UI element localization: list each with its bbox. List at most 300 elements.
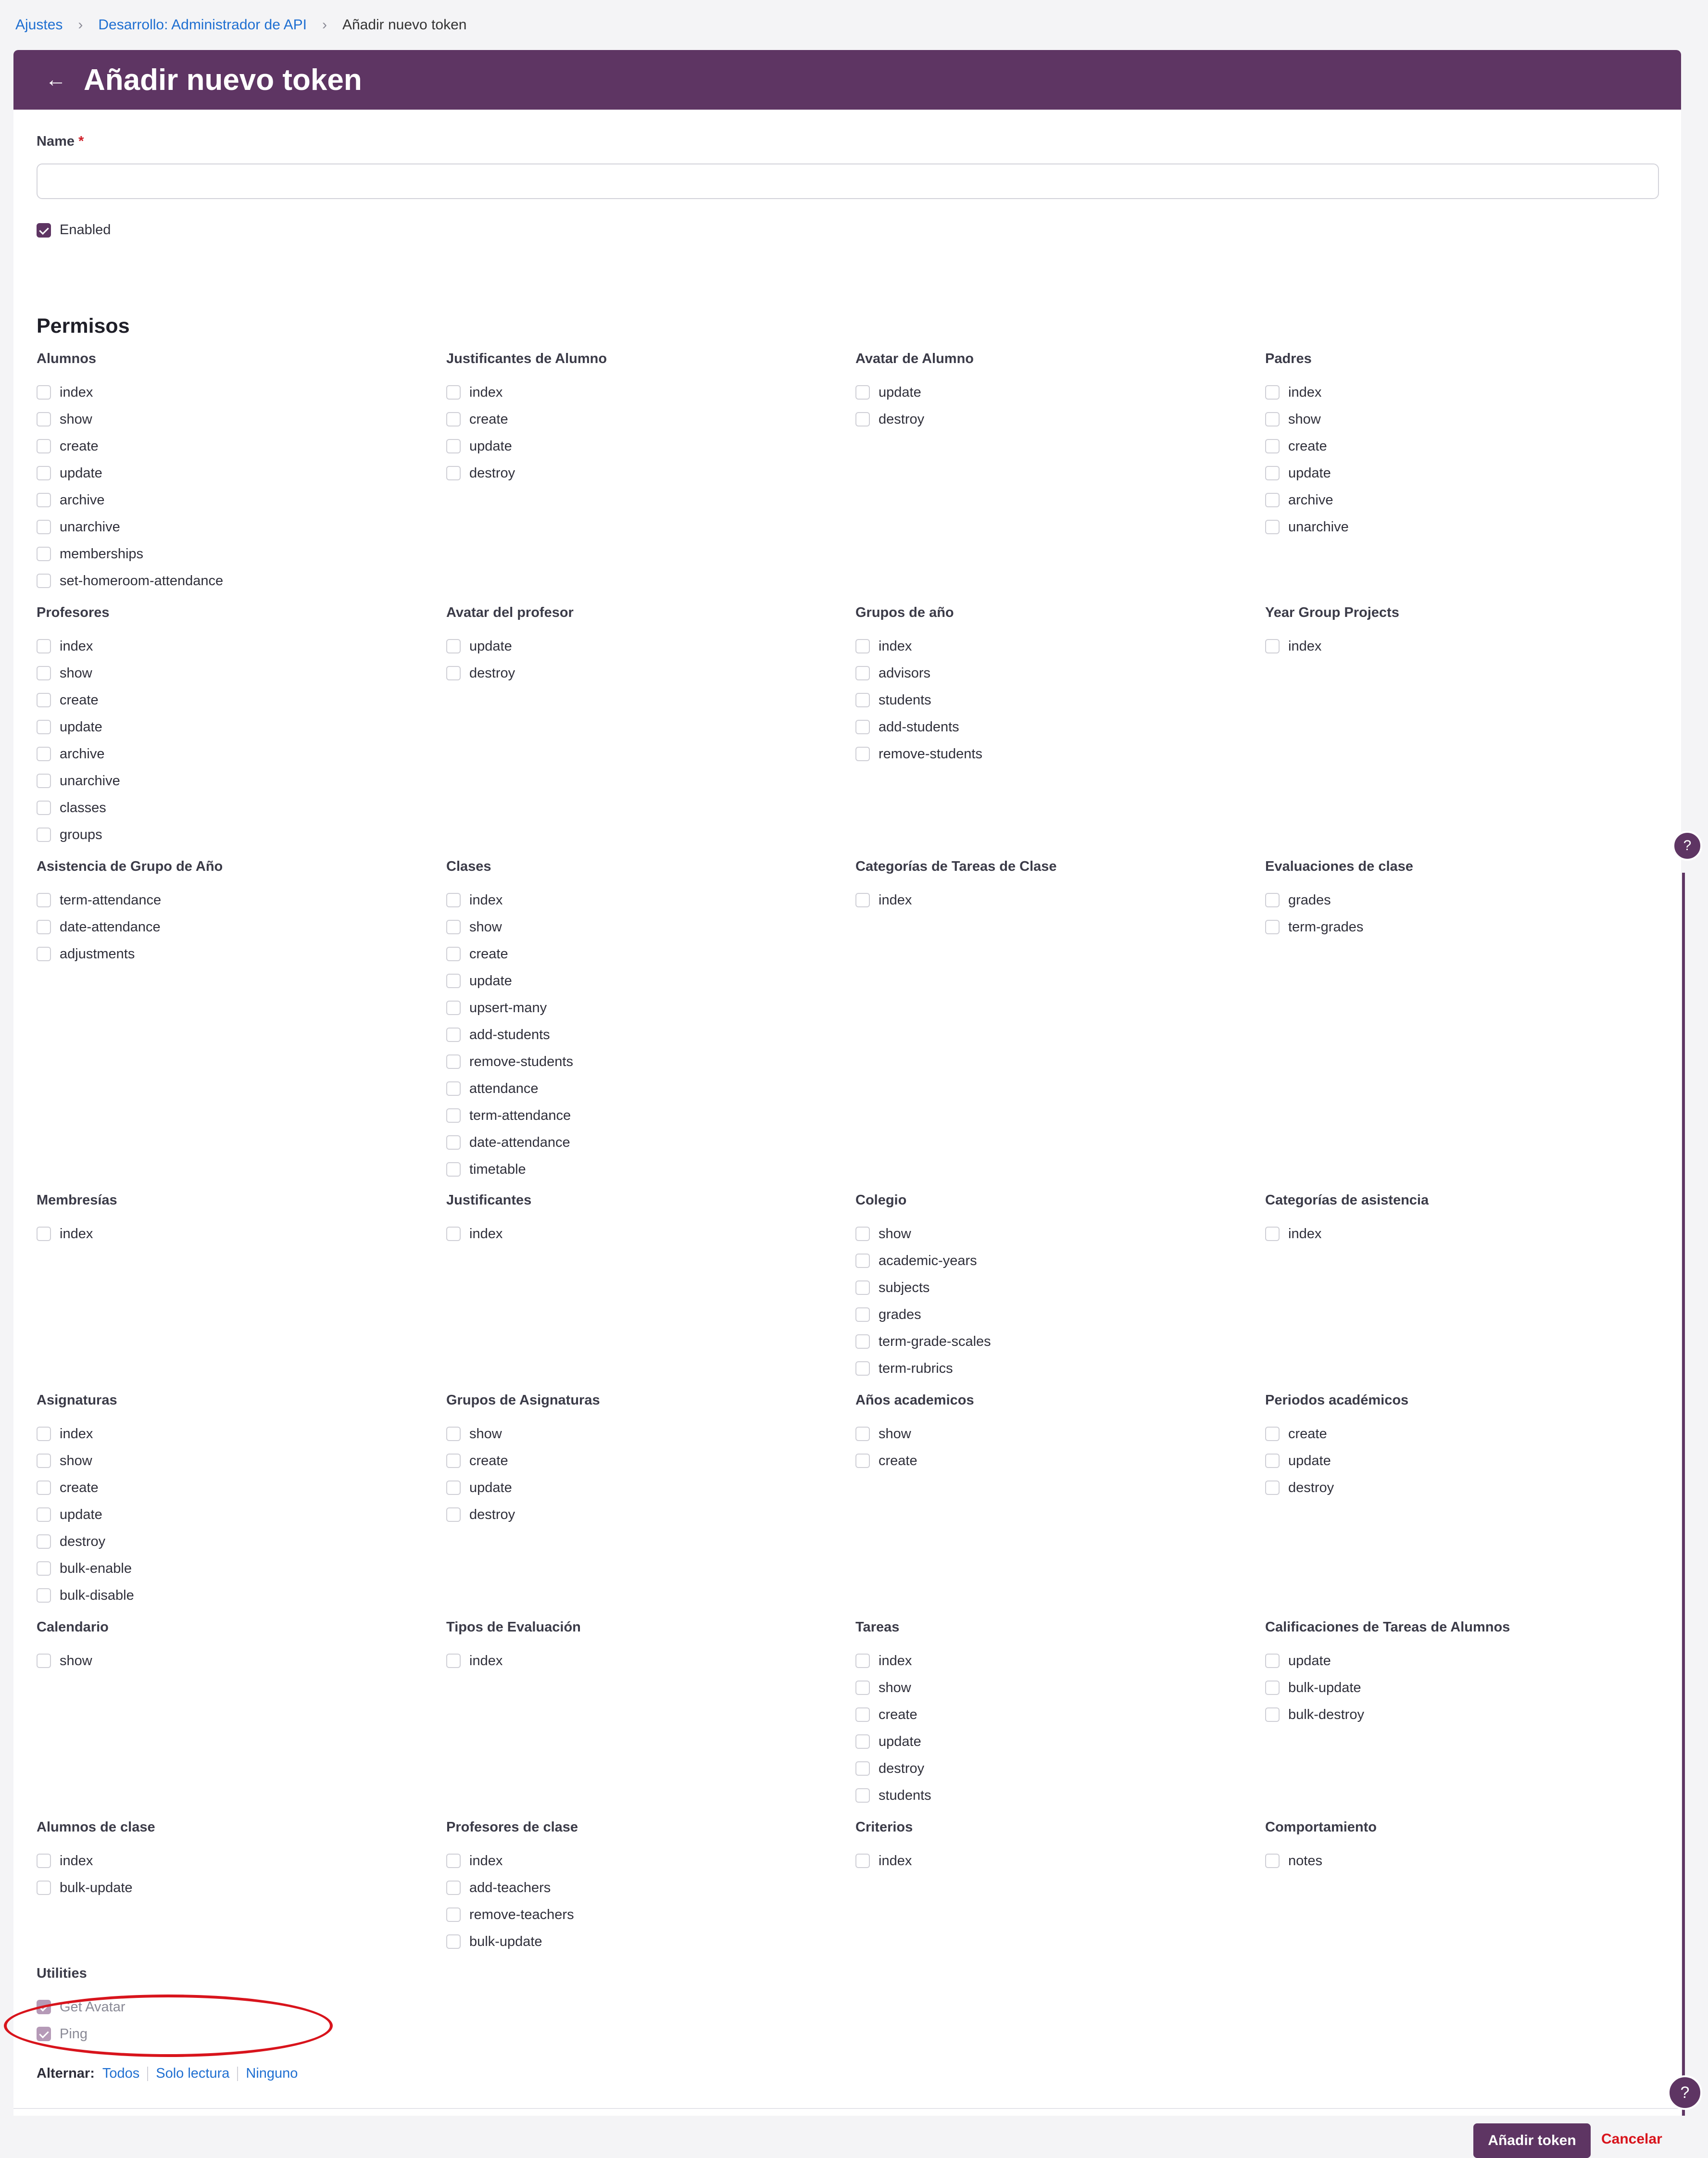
permission-checkbox[interactable] <box>446 639 461 653</box>
permission-checkbox[interactable] <box>1265 520 1280 534</box>
permission-item[interactable] <box>446 633 831 660</box>
permission-item[interactable] <box>446 406 831 433</box>
permission-checkbox[interactable] <box>446 1907 461 1922</box>
permission-label: index <box>60 1426 93 1442</box>
permission-checkbox[interactable] <box>446 1135 461 1150</box>
permission-item[interactable] <box>1265 1447 1650 1474</box>
permission-item[interactable] <box>855 379 1240 406</box>
permission-checkbox[interactable] <box>446 1001 461 1015</box>
permission-checkbox[interactable] <box>855 1788 870 1803</box>
permission-item[interactable] <box>1265 433 1650 460</box>
permission-checkbox[interactable] <box>855 1681 870 1695</box>
permission-label: show <box>60 665 92 681</box>
permission-checkbox[interactable] <box>1265 1427 1280 1441</box>
permission-item[interactable] <box>37 406 421 433</box>
permission-checkbox[interactable] <box>1265 1681 1280 1695</box>
permission-checkbox[interactable] <box>37 666 51 680</box>
permission-checkbox[interactable] <box>37 1454 51 1468</box>
permission-checkbox[interactable] <box>37 747 51 761</box>
permission-items <box>855 1220 1240 1382</box>
permission-checkbox[interactable] <box>446 974 461 988</box>
permission-item[interactable] <box>855 633 1240 660</box>
permission-item[interactable] <box>446 941 831 967</box>
chevron-right-icon: › <box>322 17 327 33</box>
permission-checkbox[interactable] <box>1265 493 1280 507</box>
name-input[interactable] <box>37 163 1659 199</box>
permission-item[interactable] <box>37 1847 421 1874</box>
utility-checkbox <box>37 2000 51 2014</box>
permission-item[interactable] <box>446 1447 831 1474</box>
permission-checkbox[interactable] <box>37 412 51 427</box>
permission-item[interactable] <box>37 794 421 821</box>
permission-label: show <box>879 1226 911 1242</box>
help-icon[interactable]: ? <box>1672 831 1702 861</box>
permission-group <box>446 1818 831 1955</box>
add-token-button[interactable]: Añadir token <box>1473 2123 1591 2158</box>
enabled-checkbox[interactable] <box>37 223 51 238</box>
permission-label: term-attendance <box>469 1107 571 1123</box>
permission-item[interactable] <box>1265 1701 1650 1728</box>
permission-items <box>446 633 831 687</box>
permission-item[interactable] <box>446 887 831 914</box>
permission-item[interactable] <box>446 967 831 994</box>
permission-checkbox[interactable] <box>37 1588 51 1603</box>
permission-item[interactable] <box>855 740 1240 767</box>
permission-label: create <box>1288 1426 1327 1442</box>
permission-label: show <box>60 1453 92 1468</box>
permission-item[interactable] <box>37 1528 421 1555</box>
permission-item[interactable] <box>37 379 421 406</box>
permission-item[interactable] <box>855 1355 1240 1382</box>
permission-item[interactable] <box>855 406 1240 433</box>
permission-checkbox[interactable] <box>37 947 51 961</box>
permission-checkbox[interactable] <box>37 1561 51 1576</box>
permission-checkbox[interactable] <box>446 1028 461 1042</box>
permission-item[interactable] <box>1265 406 1650 433</box>
permission-label: index <box>60 1226 93 1242</box>
permission-group-title: Asistencia de Grupo de Año <box>37 859 223 874</box>
permission-item[interactable] <box>37 567 421 594</box>
permission-label: index <box>469 892 503 908</box>
arrow-left-icon[interactable]: ← <box>45 68 66 91</box>
permission-label: index <box>879 1853 912 1869</box>
permission-checkbox[interactable] <box>855 639 870 653</box>
permission-label: index <box>469 1853 503 1869</box>
permission-checkbox[interactable] <box>37 466 51 480</box>
permission-label: update <box>1288 1453 1331 1468</box>
permission-item[interactable] <box>37 767 421 794</box>
permission-item[interactable] <box>1265 633 1650 660</box>
permission-checkbox[interactable] <box>446 920 461 934</box>
permission-checkbox[interactable] <box>37 801 51 815</box>
permission-checkbox[interactable] <box>37 547 51 561</box>
permission-item[interactable] <box>37 1582 421 1609</box>
permission-item[interactable] <box>855 1447 1240 1474</box>
permission-group-title: Justificantes <box>446 1192 532 1208</box>
permission-item[interactable] <box>37 460 421 487</box>
permission-item[interactable] <box>446 1102 831 1129</box>
permission-item[interactable] <box>446 914 831 941</box>
toggle-read-only-link[interactable]: Solo lectura <box>156 2066 230 2081</box>
permission-label: archive <box>60 746 105 762</box>
permission-checkbox[interactable] <box>1265 385 1280 400</box>
permission-checkbox[interactable] <box>37 774 51 788</box>
permission-item[interactable] <box>855 1674 1240 1701</box>
permission-label: date-attendance <box>469 1134 570 1150</box>
permission-item[interactable] <box>855 1328 1240 1355</box>
permission-group-title: Calendario <box>37 1619 109 1635</box>
permission-group-title: Profesores de clase <box>446 1819 578 1835</box>
permission-label: destroy <box>469 465 515 481</box>
permission-group-title: Categorías de Tareas de Clase <box>855 859 1057 874</box>
permission-checkbox[interactable] <box>1265 1227 1280 1241</box>
permission-item[interactable] <box>446 660 831 687</box>
permission-checkbox[interactable] <box>37 920 51 934</box>
permission-item[interactable] <box>1265 1647 1650 1674</box>
permission-checkbox[interactable] <box>1265 466 1280 480</box>
permission-checkbox[interactable] <box>37 1854 51 1868</box>
permission-item[interactable] <box>1265 1674 1650 1701</box>
permission-item[interactable] <box>446 1048 831 1075</box>
toggle-divider <box>237 2067 238 2081</box>
permission-checkbox[interactable] <box>855 1734 870 1749</box>
permission-items <box>1265 1220 1650 1247</box>
permission-checkbox[interactable] <box>855 1307 870 1322</box>
permission-label: add-students <box>469 1027 550 1042</box>
permission-checkbox[interactable] <box>37 1654 51 1668</box>
permission-item[interactable] <box>1265 1474 1650 1501</box>
permission-checkbox[interactable] <box>446 1108 461 1123</box>
permission-checkbox[interactable] <box>37 1534 51 1549</box>
chevron-right-icon: › <box>78 17 83 33</box>
permission-item[interactable] <box>37 1220 421 1247</box>
permission-group <box>855 1618 1240 1809</box>
permission-checkbox[interactable] <box>446 1427 461 1441</box>
permission-label: update <box>60 465 102 481</box>
permission-item[interactable] <box>1265 460 1650 487</box>
permission-item[interactable] <box>446 433 831 460</box>
permission-checkbox[interactable] <box>446 1227 461 1241</box>
permission-items <box>855 1847 1240 1874</box>
permission-label: term-grade-scales <box>879 1333 991 1349</box>
permission-checkbox[interactable] <box>855 747 870 761</box>
utilities-title: Utilities <box>37 1966 87 1981</box>
permission-label: index <box>60 1853 93 1869</box>
permission-item[interactable] <box>37 914 421 941</box>
permission-group-title: Evaluaciones de clase <box>1265 859 1413 874</box>
permission-item[interactable] <box>855 1755 1240 1782</box>
permission-label: academic-years <box>879 1253 977 1268</box>
permission-checkbox[interactable] <box>855 1280 870 1295</box>
permission-group <box>1265 603 1650 660</box>
permission-checkbox[interactable] <box>446 466 461 480</box>
permission-checkbox[interactable] <box>446 1054 461 1069</box>
help-icon[interactable]: ? <box>1668 2075 1702 2110</box>
permission-group <box>855 603 1240 767</box>
permission-checkbox[interactable] <box>855 1254 870 1268</box>
permission-item[interactable] <box>446 460 831 487</box>
permission-label: unarchive <box>1288 519 1349 535</box>
permission-checkbox[interactable] <box>855 1854 870 1868</box>
permission-checkbox[interactable] <box>446 1934 461 1949</box>
permission-label: index <box>469 384 503 400</box>
permission-checkbox[interactable] <box>1265 1480 1280 1495</box>
permission-item[interactable] <box>37 1555 421 1582</box>
breadcrumb <box>15 14 466 36</box>
permission-item[interactable] <box>37 1501 421 1528</box>
permission-checkbox[interactable] <box>1265 1854 1280 1868</box>
permission-checkbox[interactable] <box>37 385 51 400</box>
permission-item[interactable] <box>855 687 1240 714</box>
permission-item[interactable] <box>1265 1420 1650 1447</box>
permission-checkbox[interactable] <box>446 385 461 400</box>
permission-checkbox[interactable] <box>446 439 461 453</box>
permission-item[interactable] <box>37 1447 421 1474</box>
permission-label: bulk-enable <box>60 1560 132 1576</box>
permission-item[interactable] <box>37 1420 421 1447</box>
permission-checkbox[interactable] <box>37 1227 51 1241</box>
permission-item[interactable] <box>855 660 1240 687</box>
permission-group-title: Calificaciones de Tareas de Alumnos <box>1265 1619 1510 1635</box>
permission-group <box>855 1191 1240 1382</box>
breadcrumb-link-api-admin[interactable]: Desarrollo: Administrador de API <box>98 17 307 33</box>
permission-item[interactable] <box>37 821 421 848</box>
toggle-none-link[interactable]: Ninguno <box>246 2066 298 2081</box>
add-token-card <box>13 50 1681 2148</box>
permission-group-title: Membresías <box>37 1192 117 1208</box>
permission-checkbox[interactable] <box>1265 639 1280 653</box>
permission-group-title: Clases <box>446 859 491 874</box>
permission-checkbox[interactable] <box>37 639 51 653</box>
permission-checkbox[interactable] <box>446 1507 461 1522</box>
permission-group <box>446 1191 831 1247</box>
permission-checkbox[interactable] <box>446 412 461 427</box>
permission-checkbox[interactable] <box>855 1454 870 1468</box>
permission-checkbox[interactable] <box>446 1454 461 1468</box>
permission-checkbox[interactable] <box>446 1654 461 1668</box>
permission-label: create <box>469 411 508 427</box>
permission-items <box>37 887 421 967</box>
permission-item[interactable] <box>855 1301 1240 1328</box>
permission-checkbox[interactable] <box>1265 1654 1280 1668</box>
permission-label: destroy <box>879 411 925 427</box>
permission-label: index <box>469 1653 503 1669</box>
permission-group <box>855 857 1240 914</box>
breadcrumb-link-ajustes[interactable]: Ajustes <box>15 17 63 33</box>
permission-item[interactable] <box>446 1874 831 1901</box>
permission-checkbox[interactable] <box>446 947 461 961</box>
permission-item[interactable] <box>37 687 421 714</box>
permission-checkbox[interactable] <box>37 1881 51 1895</box>
permission-items <box>446 887 831 1183</box>
permission-item[interactable] <box>446 1847 831 1874</box>
permission-item[interactable] <box>446 1474 831 1501</box>
permission-item[interactable] <box>37 1874 421 1901</box>
permission-item[interactable] <box>37 941 421 967</box>
permission-checkbox[interactable] <box>446 893 461 907</box>
permission-group-title: Años academicos <box>855 1393 974 1408</box>
toggle-divider <box>147 2067 148 2081</box>
permission-item[interactable] <box>446 379 831 406</box>
permission-group-title: Criterios <box>855 1819 913 1835</box>
permission-item[interactable] <box>37 1474 421 1501</box>
permission-item[interactable] <box>37 487 421 514</box>
permission-checkbox[interactable] <box>37 1427 51 1441</box>
permission-item[interactable] <box>1265 487 1650 514</box>
permission-item[interactable] <box>446 1420 831 1447</box>
permission-label: add-teachers <box>469 1880 551 1895</box>
enabled-checkbox-row[interactable] <box>37 222 111 238</box>
permission-item[interactable] <box>37 887 421 914</box>
permission-checkbox[interactable] <box>855 720 870 734</box>
permission-item[interactable] <box>446 1647 831 1674</box>
permission-group <box>446 349 831 487</box>
permission-group-title: Categorías de asistencia <box>1265 1192 1429 1208</box>
permission-label: update <box>469 1480 512 1495</box>
permission-group-title: Periodos académicos <box>1265 1393 1409 1408</box>
permission-label: unarchive <box>60 773 120 789</box>
utilities-group <box>37 1964 421 2047</box>
side-rail <box>1682 873 1685 2116</box>
permission-item[interactable] <box>37 1647 421 1674</box>
permission-item[interactable] <box>446 1928 831 1955</box>
permission-checkbox[interactable] <box>855 1654 870 1668</box>
permission-checkbox[interactable] <box>855 1361 870 1376</box>
permission-group <box>37 603 421 848</box>
permission-checkbox[interactable] <box>446 1854 461 1868</box>
permission-checkbox[interactable] <box>855 1427 870 1441</box>
permission-checkbox[interactable] <box>37 520 51 534</box>
permission-checkbox[interactable] <box>855 666 870 680</box>
permission-item[interactable] <box>37 714 421 740</box>
permission-checkbox[interactable] <box>37 1480 51 1495</box>
permission-item[interactable] <box>37 633 421 660</box>
permission-checkbox[interactable] <box>446 666 461 680</box>
permission-item[interactable] <box>37 433 421 460</box>
permission-checkbox[interactable] <box>446 1480 461 1495</box>
permission-item[interactable] <box>855 1647 1240 1674</box>
permission-group <box>1265 1818 1650 1874</box>
permission-checkbox[interactable] <box>855 412 870 427</box>
permission-checkbox[interactable] <box>1265 1454 1280 1468</box>
permission-item[interactable] <box>1265 1220 1650 1247</box>
permission-item[interactable] <box>37 540 421 567</box>
permission-item[interactable] <box>37 514 421 540</box>
permission-items <box>1265 1847 1650 1874</box>
permission-item[interactable] <box>446 1021 831 1048</box>
permission-checkbox[interactable] <box>1265 893 1280 907</box>
permission-checkbox[interactable] <box>37 693 51 707</box>
permission-checkbox[interactable] <box>37 893 51 907</box>
permission-label: create <box>469 1453 508 1468</box>
permission-item[interactable] <box>1265 887 1650 914</box>
permission-item[interactable] <box>855 1847 1240 1874</box>
permission-label: update <box>879 384 921 400</box>
permission-label: show <box>60 1653 92 1669</box>
permission-checkbox[interactable] <box>37 493 51 507</box>
permission-item[interactable] <box>1265 514 1650 540</box>
permission-item[interactable] <box>1265 914 1650 941</box>
permission-label: index <box>879 1653 912 1669</box>
permission-item[interactable] <box>1265 1847 1650 1874</box>
permission-item[interactable] <box>446 1901 831 1928</box>
permission-checkbox[interactable] <box>855 1707 870 1722</box>
toggle-label: Alternar: <box>37 2066 95 2081</box>
permission-checkbox[interactable] <box>855 1227 870 1241</box>
permission-items <box>855 379 1240 433</box>
permission-label: groups <box>60 827 102 842</box>
permission-item[interactable] <box>855 1220 1240 1247</box>
permission-group <box>1265 349 1650 540</box>
permission-item[interactable] <box>855 1728 1240 1755</box>
utility-label: Get Avatar <box>60 1999 126 2015</box>
permission-item[interactable] <box>855 1701 1240 1728</box>
permission-label: destroy <box>469 1506 515 1522</box>
permission-label: index <box>879 638 912 654</box>
utility-label: Ping <box>60 2026 88 2042</box>
permission-item[interactable] <box>446 1156 831 1183</box>
permission-item[interactable] <box>37 740 421 767</box>
permission-group <box>446 857 831 1183</box>
permission-items <box>446 379 831 487</box>
permission-checkbox[interactable] <box>446 1881 461 1895</box>
permission-items <box>1265 887 1650 941</box>
permission-checkbox[interactable] <box>1265 439 1280 453</box>
permission-items <box>1265 379 1650 540</box>
permission-checkbox[interactable] <box>37 828 51 842</box>
permission-item[interactable] <box>855 1420 1240 1447</box>
permission-label: timetable <box>469 1161 526 1177</box>
permission-checkbox[interactable] <box>1265 412 1280 427</box>
permission-item[interactable] <box>855 1274 1240 1301</box>
permission-item[interactable] <box>446 994 831 1021</box>
permission-checkbox[interactable] <box>855 385 870 400</box>
toggle-all-link[interactable]: Todos <box>102 2066 140 2081</box>
permission-checkbox[interactable] <box>37 1507 51 1522</box>
permission-checkbox[interactable] <box>37 439 51 453</box>
permission-checkbox[interactable] <box>855 693 870 707</box>
permission-item[interactable] <box>446 1220 831 1247</box>
permission-checkbox[interactable] <box>446 1162 461 1177</box>
cancel-link[interactable]: Cancelar <box>1601 2131 1662 2147</box>
permission-checkbox[interactable] <box>1265 1707 1280 1722</box>
permission-checkbox[interactable] <box>855 1334 870 1349</box>
permission-item[interactable] <box>446 1501 831 1528</box>
permission-item[interactable] <box>446 1129 831 1156</box>
permission-item[interactable] <box>37 660 421 687</box>
permission-checkbox[interactable] <box>855 893 870 907</box>
permission-label: term-grades <box>1288 919 1364 935</box>
permission-items <box>37 1420 421 1609</box>
permission-checkbox[interactable] <box>37 720 51 734</box>
permission-checkbox[interactable] <box>37 574 51 588</box>
permission-checkbox[interactable] <box>855 1761 870 1776</box>
permission-item[interactable] <box>855 1247 1240 1274</box>
permission-checkbox[interactable] <box>1265 920 1280 934</box>
breadcrumb-current: Añadir nuevo token <box>342 17 467 33</box>
permission-items <box>446 1847 831 1955</box>
permission-label: update <box>1288 1653 1331 1669</box>
permission-item[interactable] <box>1265 379 1650 406</box>
permission-item[interactable] <box>446 1075 831 1102</box>
permission-item[interactable] <box>855 887 1240 914</box>
permission-item[interactable] <box>855 714 1240 740</box>
permission-checkbox[interactable] <box>446 1081 461 1096</box>
permission-label: archive <box>1288 492 1333 508</box>
permission-label: upsert-many <box>469 1000 547 1016</box>
permission-label: memberships <box>60 546 144 562</box>
permission-item[interactable] <box>855 1782 1240 1809</box>
